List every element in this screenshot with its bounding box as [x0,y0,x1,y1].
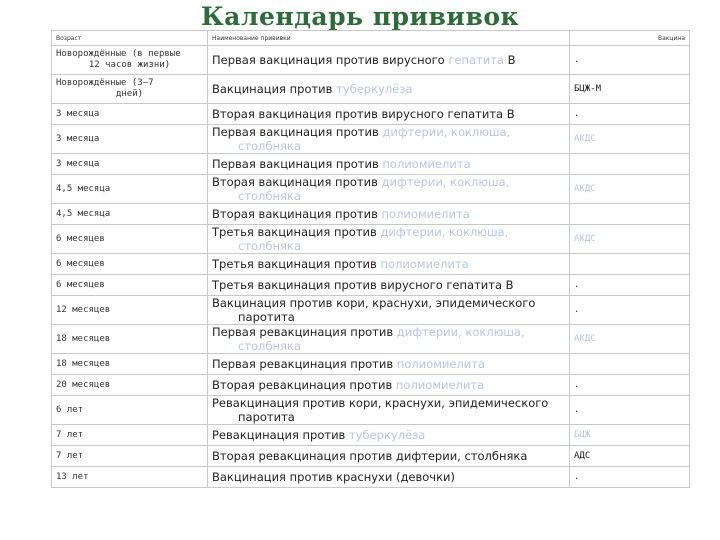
vaccination-text: Вторая ревакцинация против дифтерии, столбняка [212,449,528,463]
vaccine-code-link[interactable]: АКДС [570,175,690,204]
age-cell [52,104,208,125]
vaccination-text: Третья вакцинация против [212,257,381,271]
table-row [52,275,690,296]
disease-link[interactable]: дифтерии, коклюша, [396,325,525,339]
vaccination-text: Третья вакцинация против вирусного гепатита В [212,278,514,292]
table-row [52,75,690,104]
vaccination-name-cell [208,225,570,254]
disease-link-continued[interactable]: столбняка [238,189,301,203]
disease-link[interactable]: дифтерии, коклюша, [381,175,510,189]
table-row [52,46,690,75]
vaccination-name-cell [208,296,570,325]
age-text: Новорождённые (3—7 [56,78,154,88]
vaccine-code: . [570,104,690,125]
age-cell [52,254,208,275]
vaccination-text-continued: паротита [238,310,295,324]
table-row [52,296,690,325]
vaccination-text: Первая вакцинация против [212,157,383,171]
age-text: дней) [115,89,144,99]
table-row [52,354,690,375]
age-cell [52,396,208,425]
table-row [52,425,690,446]
vaccination-text: Вторая ревакцинация против [212,378,396,392]
age-text: 4,5 месяца [56,209,111,219]
vaccination-name-cell [208,125,570,154]
vaccine-code: БЦЖ-М [570,75,690,104]
age-cell [52,204,208,225]
vaccine-code [570,204,690,225]
table-row [52,467,690,488]
disease-link-continued[interactable]: столбняка [238,139,301,153]
header-vaccination-name: Наименование прививки [208,31,570,46]
disease-link[interactable]: гепатита [448,53,504,67]
age-text: 18 месяцев [56,334,111,344]
page-title: Календарь прививок [200,2,520,31]
vaccination-name-cell [208,46,570,75]
age-text: 3 месяца [56,134,100,144]
vaccine-code: . [570,396,690,425]
vaccination-text: Вакцинация против [212,82,337,96]
age-cell [52,125,208,154]
vaccination-text: В [503,53,516,67]
table-row [52,446,690,467]
disease-link[interactable]: полиомиелита [381,207,470,221]
vaccination-name-cell [208,425,570,446]
vaccine-code-link[interactable]: АКДС [570,325,690,354]
vaccine-code-link[interactable]: АКДС [570,125,690,154]
age-cell [52,175,208,204]
header-vaccine: Вакцина [570,31,690,46]
vaccine-code: . [570,275,690,296]
table-row [52,204,690,225]
age-text: 3 месяца [56,109,100,119]
age-cell [52,296,208,325]
age-cell [52,467,208,488]
table-row [52,225,690,254]
age-cell [52,446,208,467]
vaccination-text-continued: паротита [238,410,295,424]
table-row [52,154,690,175]
disease-link[interactable]: полиомиелита [396,357,485,371]
vaccination-text: Вторая вакцинация против [212,175,382,189]
table-body [52,46,690,488]
vaccination-schedule-table [51,30,690,488]
age-text: 4,5 месяца [56,184,111,194]
vaccination-name-cell [208,104,570,125]
age-text: 6 месяцев [56,234,105,244]
disease-link-continued[interactable]: столбняка [238,339,301,353]
vaccination-text: Вторая вакцинация против вирусного гепатита В [212,107,515,121]
vaccination-name-cell [208,154,570,175]
disease-link[interactable]: туберкулёза [348,428,426,442]
vaccination-name-cell [208,254,570,275]
vaccination-text: Первая вакцинация против вирусного [212,53,449,67]
table-row [52,325,690,354]
vaccine-code: . [570,46,690,75]
vaccine-code: . [570,467,690,488]
age-text: Новорождённые (в первые [56,49,181,59]
age-cell [52,275,208,296]
vaccination-text: Первая ревакцинация против [212,325,397,339]
vaccination-text: Вторая вакцинация против [212,207,382,221]
vaccine-code [570,154,690,175]
vaccine-code [570,354,690,375]
vaccine-code: . [570,296,690,325]
vaccination-name-cell [208,204,570,225]
table-row [52,125,690,154]
vaccine-code-link[interactable]: АКДС [570,225,690,254]
vaccination-text: Ревакцинация против [212,428,349,442]
vaccination-name-cell [208,175,570,204]
vaccination-name-cell [208,396,570,425]
age-text: 6 лет [56,405,84,415]
vaccine-code: АДС [570,446,690,467]
vaccination-name-cell [208,354,570,375]
age-text: 13 лет [56,472,89,482]
age-cell [52,354,208,375]
vaccination-text: Вакцинация против кори, краснухи, эпидемического [212,296,536,310]
header-age: Возраст [52,31,208,46]
vaccination-text: Первая ревакцинация против [212,357,397,371]
age-text: 12 месяцев [56,305,111,315]
age-text: 18 месяцев [56,359,111,369]
disease-link[interactable]: дифтерии, коклюша, [382,125,511,139]
disease-link-continued[interactable]: столбняка [238,239,301,253]
disease-link[interactable]: полиомиелита [395,378,485,392]
age-cell [52,375,208,396]
vaccination-text: Вакцинация против краснухи (девочки) [212,470,455,484]
vaccination-name-cell [208,325,570,354]
table-row [52,175,690,204]
age-cell [52,325,208,354]
vaccination-name-cell [208,446,570,467]
age-text: 3 месяца [56,159,100,169]
disease-link[interactable]: туберкулёза [336,82,413,96]
age-cell [52,425,208,446]
vaccination-text: Третья вакцинация против [212,225,381,239]
age-cell [52,75,208,104]
vaccination-name-cell [208,375,570,396]
age-text: 20 месяцев [56,380,111,390]
age-cell [52,225,208,254]
table-row [52,396,690,425]
vaccination-name-cell [208,467,570,488]
table-row [52,104,690,125]
disease-link[interactable]: полиомиелита [382,157,471,171]
vaccination-text: Первая вакцинация против [212,125,383,139]
vaccine-code-link[interactable]: БЦЖ [570,425,690,446]
table-row [52,375,690,396]
age-text: 7 лет [56,451,84,461]
vaccine-code [570,254,690,275]
vaccine-code: . [570,375,690,396]
age-cell [52,46,208,75]
table-header-row [52,31,690,46]
vaccination-text: Ревакцинация против кори, краснухи, эпидемического [212,396,549,410]
disease-link[interactable]: полиомиелита [380,257,469,271]
age-text: 6 месяцев [56,280,105,290]
age-text: 6 месяцев [56,259,105,269]
age-text: 7 лет [56,430,84,440]
vaccination-name-cell [208,75,570,104]
vaccination-name-cell [208,275,570,296]
table-row [52,254,690,275]
disease-link[interactable]: дифтерии, коклюша, [380,225,509,239]
age-text: 12 часов жизни) [88,60,171,70]
age-cell [52,154,208,175]
